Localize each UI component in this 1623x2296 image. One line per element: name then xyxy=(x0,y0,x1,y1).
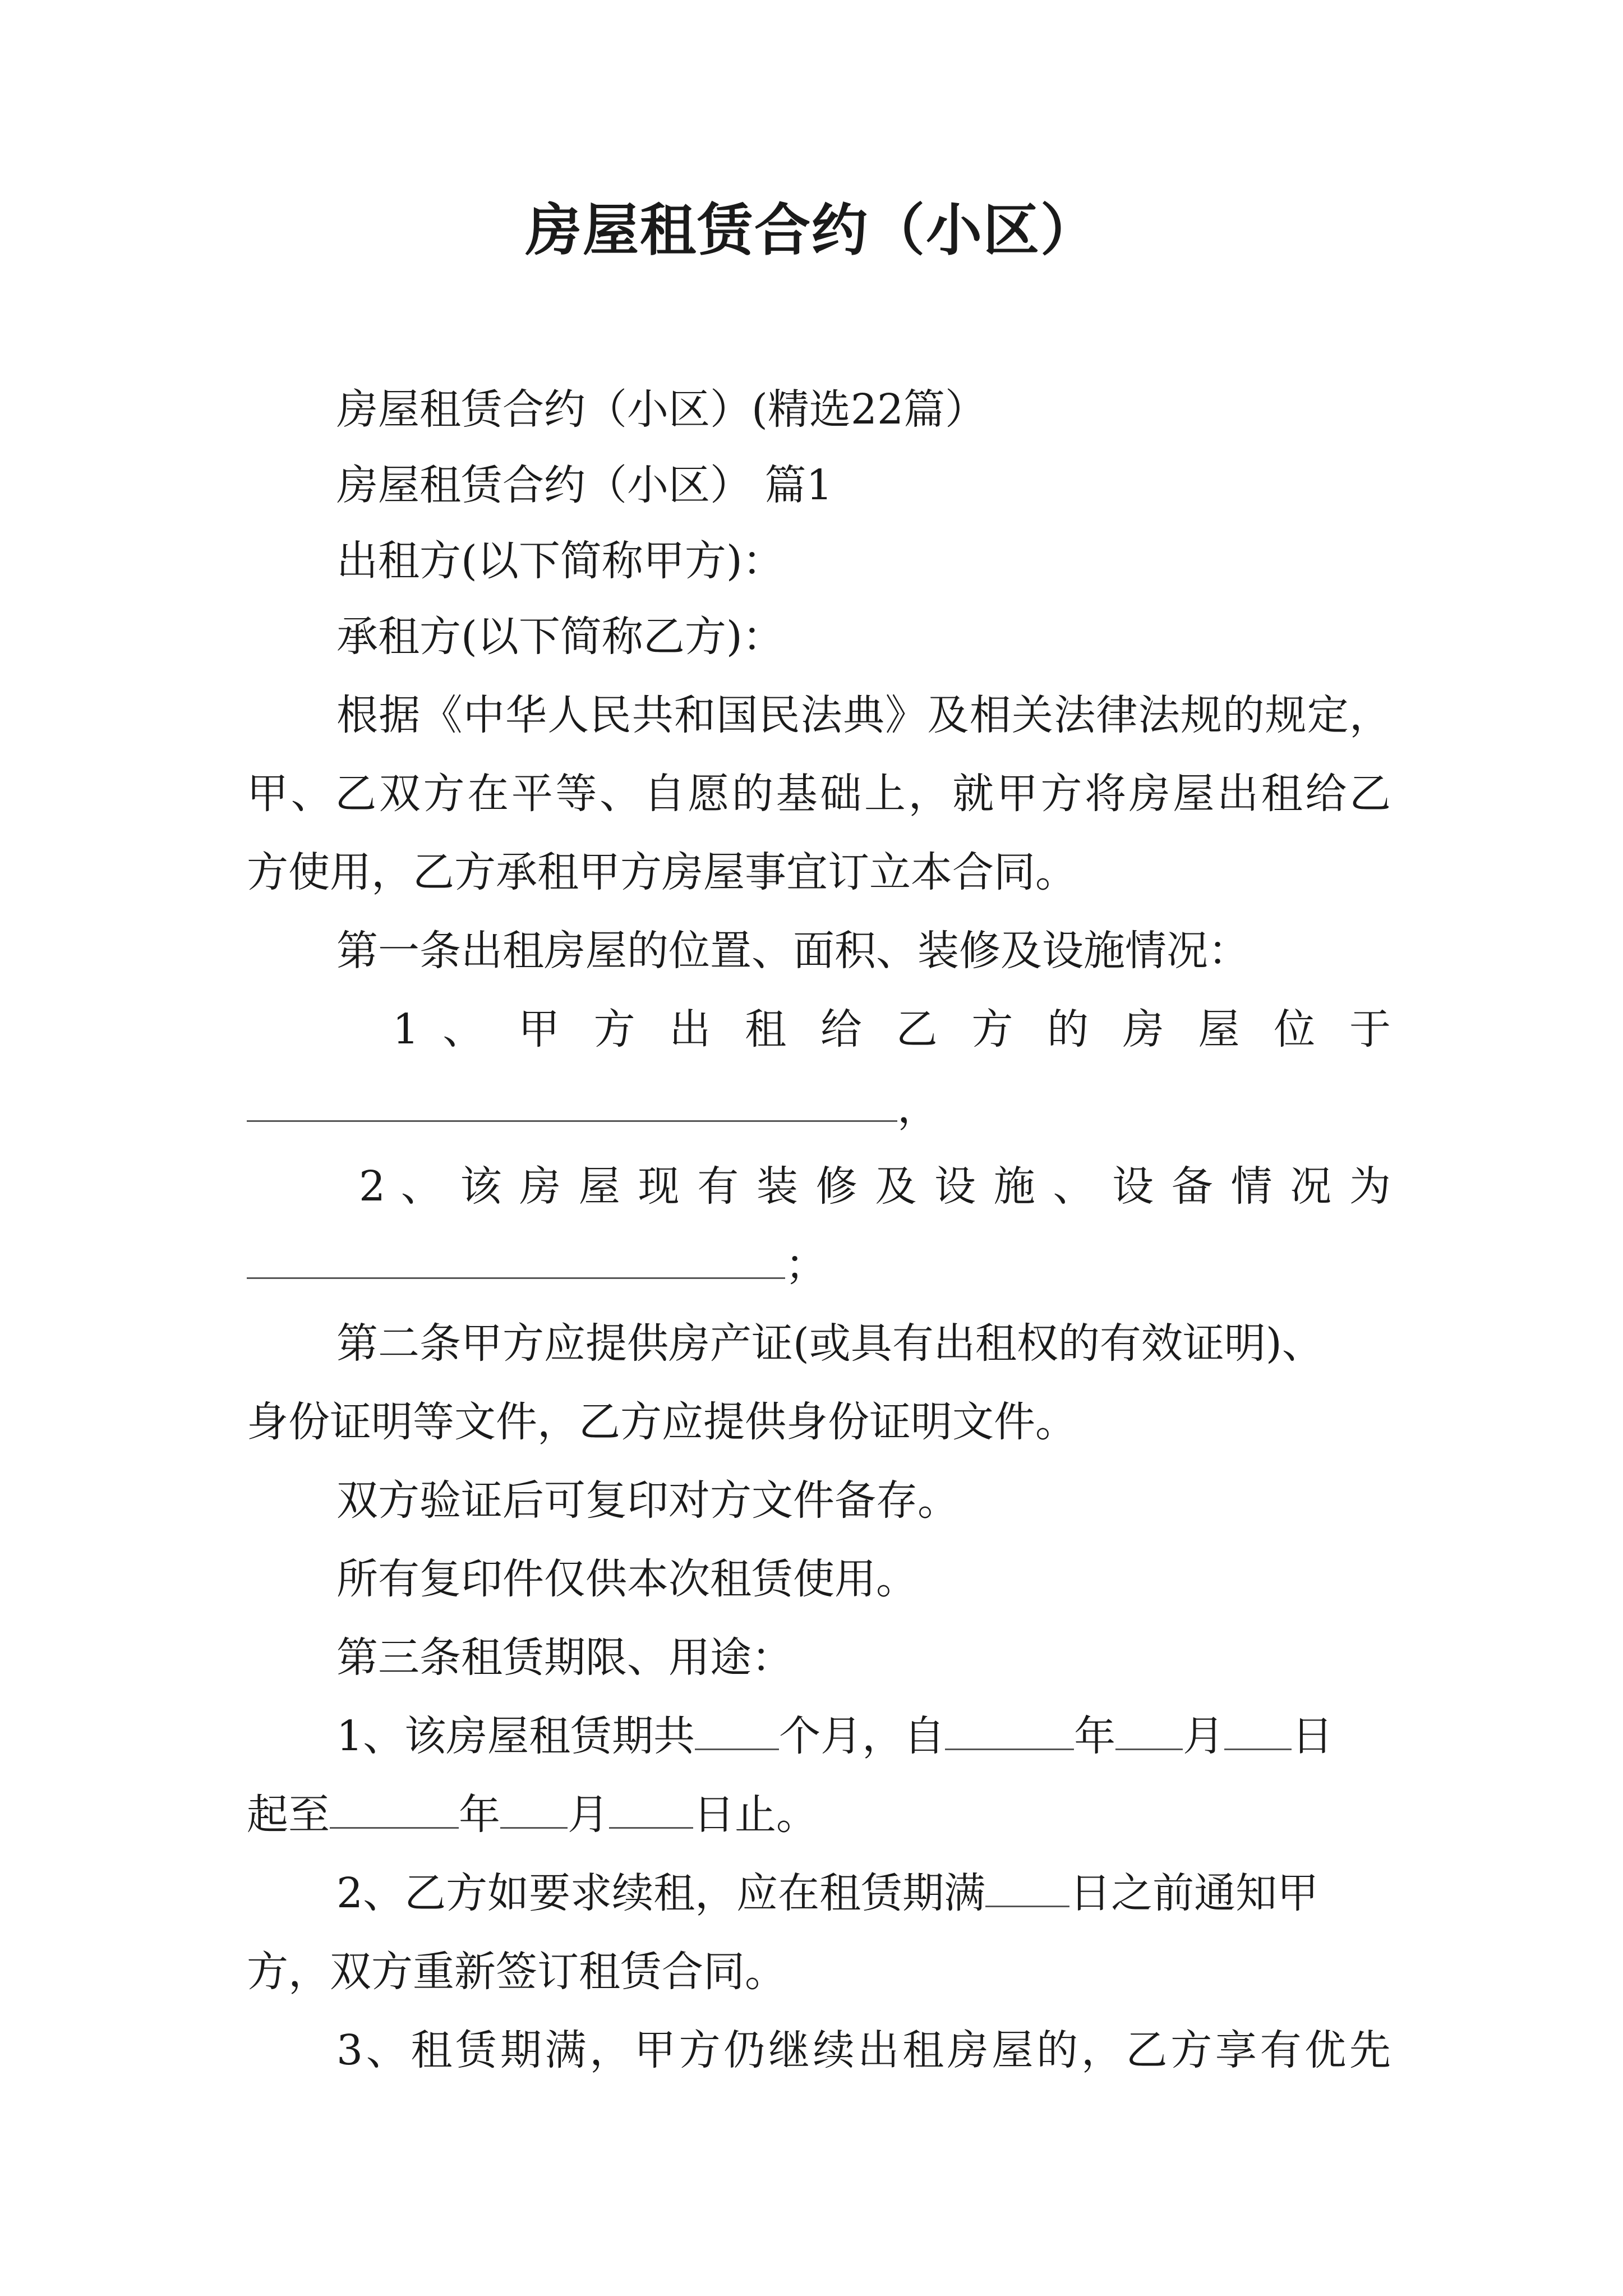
end-year-blank[interactable] xyxy=(330,1793,459,1829)
term-text: 年 xyxy=(1074,1712,1116,1760)
start-day-blank[interactable] xyxy=(1224,1715,1292,1750)
end-date-line xyxy=(247,1787,1391,1843)
term-text: 日 xyxy=(1292,1712,1334,1760)
location-blank[interactable] xyxy=(247,1087,897,1122)
paragraph-line: 方，双方重新签订租赁合同。 xyxy=(247,1948,786,1996)
lessee-line: 承租方(以下简称乙方)： xyxy=(336,613,784,661)
end-day-blank[interactable] xyxy=(609,1793,693,1829)
term-text: 1、该房屋租赁期共 xyxy=(336,1712,695,1760)
paragraph-line: 身份证明等文件，乙方应提供身份证明文件。 xyxy=(247,1398,1077,1446)
document-title: 房屋租赁合约（小区） xyxy=(525,197,1098,263)
end-month-blank[interactable] xyxy=(500,1793,568,1829)
end-text: 日止。 xyxy=(693,1791,818,1839)
renewal-text: 日之前通知甲 xyxy=(1069,1869,1319,1917)
start-year-blank[interactable] xyxy=(945,1715,1074,1750)
section-heading: 房屋租赁合约（小区） 篇1 xyxy=(336,461,833,509)
facilities-blank[interactable] xyxy=(247,1244,785,1279)
term-text: 月 xyxy=(1183,1712,1225,1760)
blank-line xyxy=(247,1237,1391,1293)
notice-days-blank[interactable] xyxy=(985,1872,1069,1907)
paragraph-line: 方使用，乙方承租甲方房屋事宜订立本合同。 xyxy=(247,848,1077,896)
clause-line: 1 、 甲 方 出 租 给 乙 方 的 房 屋 位 于 xyxy=(393,1005,1391,1053)
paragraph-line: 3、租赁期满，甲方仍继续出租房屋的，乙方享有优先 xyxy=(336,2026,1391,2074)
end-text: 月 xyxy=(568,1791,609,1839)
paragraph-line: 双方验证后可复印对方文件备存。 xyxy=(336,1476,959,1525)
term-text: 个月，自 xyxy=(779,1712,946,1760)
article-heading: 第二条甲方应提供房产证(或具有出租权的有效证明)、 xyxy=(336,1319,1324,1368)
end-text: 年 xyxy=(459,1791,500,1839)
lessor-line: 出租方(以下简称甲方)： xyxy=(336,537,784,585)
blank-suffix: ； xyxy=(785,1241,827,1289)
start-month-blank[interactable] xyxy=(1115,1715,1183,1750)
renewal-line xyxy=(336,1865,1391,1921)
term-line xyxy=(336,1708,1391,1764)
paragraph-line: 根据《中华人民共和国民法典》及相关法律法规的规定， xyxy=(336,691,1391,739)
blank-line xyxy=(247,1080,1391,1136)
months-blank[interactable] xyxy=(695,1715,779,1750)
subtitle-line: 房屋租赁合约（小区）(精选22篇） xyxy=(336,385,987,434)
paragraph-line: 甲、乙双方在平等、自愿的基础上，就甲方将房屋出租给乙 xyxy=(247,770,1391,818)
clause-line: 2 、 该 房 屋 现 有 装 修 及 设 施 、 设 备 情 况 为 xyxy=(359,1162,1391,1211)
renewal-text: 2、乙方如要求续租，应在租赁期满 xyxy=(336,1869,986,1917)
article-heading: 第三条租赁期限、用途： xyxy=(336,1634,793,1682)
paragraph-line: 所有复印件仅供本次租赁使用。 xyxy=(336,1555,917,1603)
article-heading: 第一条出租房屋的位置、面积、装修及设施情况： xyxy=(336,927,1249,975)
blank-suffix: ， xyxy=(897,1084,939,1132)
end-text: 起至 xyxy=(247,1791,330,1839)
